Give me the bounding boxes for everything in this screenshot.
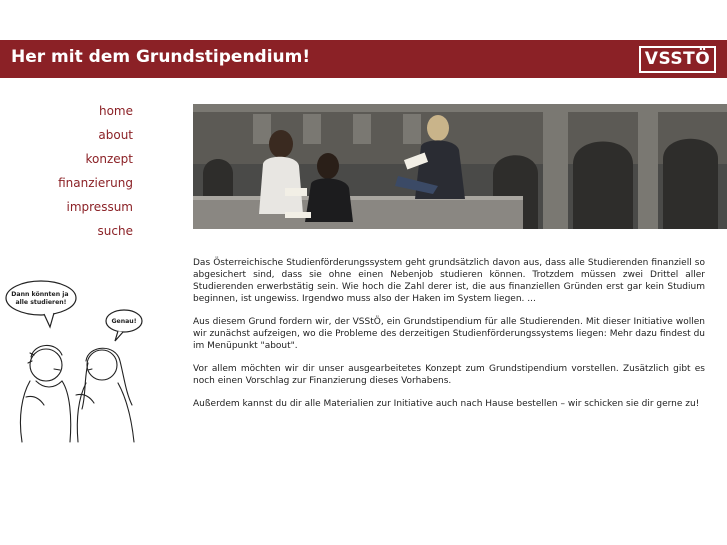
content-paragraph: Vor allem möchten wir dir unser ausgearbeitetes Konzept zum Grundstipendium vorstellen. Zusätzlich gibt es noch einen Vorschlag zur Finanzierung dieses Vorhabens. [193, 364, 705, 386]
bubble-left-text: Dann könnten ja [11, 291, 69, 298]
main-nav [0, 104, 133, 248]
content-paragraph: Aus diesem Grund fordern wir, der VSStÖ, ein Grundstipendium für alle Studierenden. Mit dieser Initiative wollen wir zunächst aufzeigen, wo die Probleme des derzeitigen Studienförderungssystems liegen: Mehr dazu findest du im Menüpunkt "about". [193, 317, 705, 351]
nav-item-home[interactable]: home [98, 104, 133, 118]
girl-figure [76, 348, 134, 442]
cartoon-illustration [4, 277, 144, 447]
vssto-logo[interactable]: VSSTÖ [639, 46, 716, 73]
content-paragraph: Das Österreichische Studienförderungssystem geht grundsätzlich davon aus, dass alle Studierenden finanziell so abgesichert sind, dass sie ohne einen Nebenjob studieren können. Trotzdem müssen zwei Drittel aller Studierenden erwerbstätig sein. Wie hoch die Zahl derer ist, die aus finanziellen Gründen erst gar kein Studium beginnen, ist ungewiss. Irgendwo muss also der Haken im System liegen. ... [193, 258, 705, 304]
nav-item-about[interactable]: about [98, 128, 133, 142]
header-banner [0, 40, 727, 78]
hero-photo-students [193, 104, 727, 229]
svg-text:Dann könnten ja alle studier [11, 291, 70, 306]
main-content [193, 257, 705, 421]
boy-figure [20, 345, 70, 442]
site-title: Her mit dem Grundstipendium! [11, 47, 311, 67]
bubble-right-text: Genau! [111, 318, 137, 325]
nav-item-suche[interactable]: suche [97, 224, 133, 238]
nav-item-konzept[interactable]: konzept [85, 152, 133, 166]
nav-item-impressum[interactable]: impressum [66, 200, 133, 214]
bubble-left-text-line2: alle studieren! [15, 299, 67, 306]
content-paragraph: Außerdem kannst du dir alle Materialien zur Initiative auch nach Hause bestellen – wir schicken sie dir gerne zu! [193, 399, 700, 409]
nav-item-finanzierung[interactable]: finanzierung [58, 176, 133, 190]
